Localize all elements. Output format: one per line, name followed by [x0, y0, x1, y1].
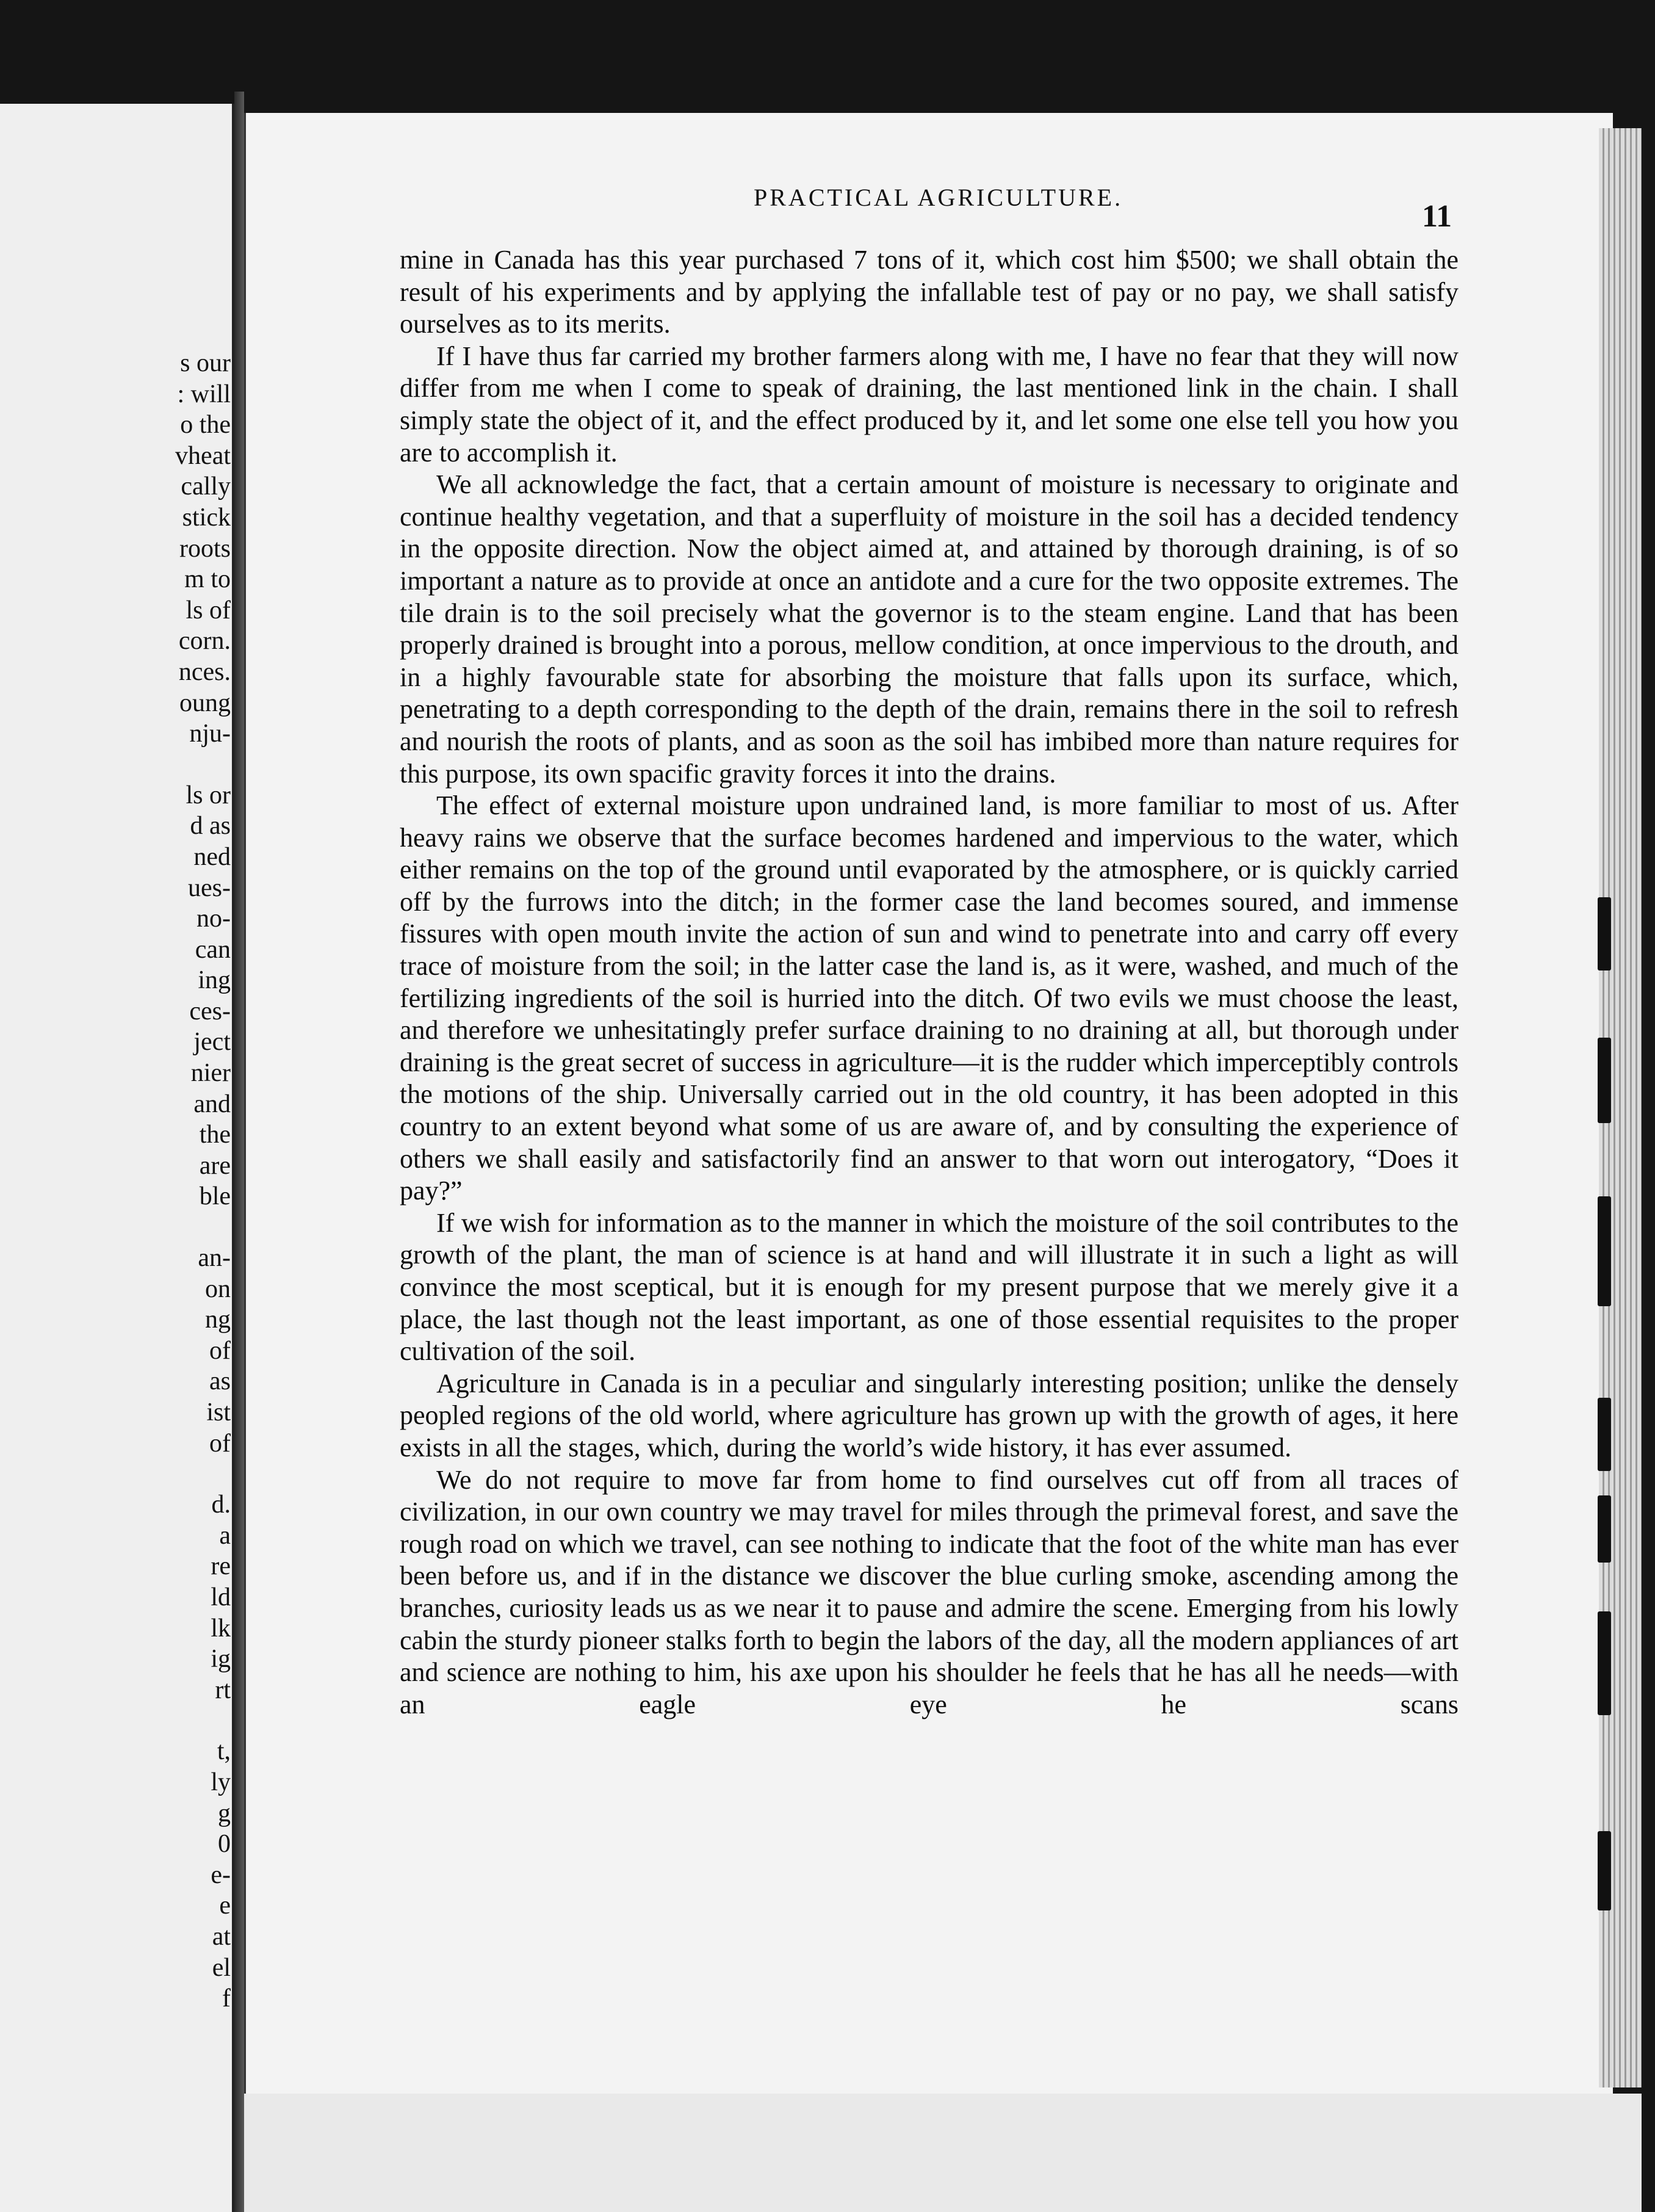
left-page-fragment: lk [211, 1614, 231, 1643]
edge-ink-mark [1598, 1196, 1611, 1306]
left-page-fragment: of [209, 1429, 231, 1458]
left-page-fragment: : will [177, 380, 231, 408]
left-page-fragment: ned [193, 842, 231, 871]
left-page-fragment: ig [211, 1645, 231, 1674]
left-page-fragment: t, [217, 1737, 231, 1766]
left-page-fragment: stick [182, 503, 231, 532]
left-page-fragment: ls of [186, 596, 231, 624]
left-page-fragment: ly [211, 1768, 231, 1796]
left-page-fragment: e [219, 1892, 231, 1920]
left-page-fragment: ls or [186, 781, 231, 809]
left-page-fragment: rt [215, 1675, 231, 1704]
left-page-fragment: g [218, 1799, 231, 1827]
left-page-fragment: a [219, 1521, 231, 1550]
left-page-fragment: the [199, 1121, 231, 1149]
left-page-fragment: corn. [178, 627, 231, 656]
left-page-fragment: 0 [218, 1830, 231, 1859]
left-page-fragment: as [209, 1367, 231, 1396]
left-page-fragment: d. [211, 1491, 231, 1519]
body-text [400, 244, 1458, 1721]
left-page-fragment: no- [197, 905, 231, 933]
edge-ink-mark [1598, 1038, 1611, 1123]
left-page-fragment: f [222, 1984, 231, 2013]
left-page-fragment: re [211, 1552, 231, 1581]
left-page-fragment: el [212, 1953, 231, 1982]
left-page-gap [109, 1459, 231, 1489]
left-page-fragment: o the [180, 411, 231, 439]
page-number: 11 [1422, 199, 1452, 234]
left-page-fragment: ues- [188, 873, 231, 902]
left-page-fragment: on [205, 1274, 231, 1303]
left-page-fragment: oung [179, 689, 231, 717]
edge-ink-mark [1598, 897, 1611, 970]
edge-ink-mark [1598, 1611, 1611, 1715]
book-gutter [234, 92, 244, 2212]
left-page-gap [109, 1212, 231, 1243]
left-page-text-fragments [109, 348, 231, 2014]
left-page-fragment: s our [180, 349, 231, 377]
left-page-fragment: are [199, 1151, 231, 1180]
left-page-fragment: at [212, 1922, 231, 1951]
left-page-fragment: an- [198, 1244, 231, 1273]
left-page-fragment: ing [198, 966, 231, 995]
page-bottom-margin [244, 2094, 1642, 2212]
left-page-fragment: roots [179, 534, 231, 563]
left-page-fragment: cally [181, 472, 231, 501]
edge-ink-mark [1598, 1495, 1611, 1563]
paragraph: Agriculture in Canada is in a peculiar and singularly interesting position; unlike the densely peopled regions of the old world, where agriculture has grown up with the growth of ages, it here exists in all the stages, which, during the world’s wide history, it has ever assumed. [400, 1368, 1458, 1462]
left-page-fragment: ject [193, 1028, 231, 1057]
left-page-fragment: nju- [189, 720, 231, 748]
left-page-fragment: e- [211, 1860, 231, 1889]
left-page-fragment: can [195, 935, 231, 964]
left-page-gap [109, 750, 231, 780]
paragraph: We do not require to move far from home to find ourselves cut off from all traces of civilization, in our own country we may travel for miles through the primeval forest, and save the rough road on which we travel, can see nothing to indicate that the foot of the white man has ever been before us, and if in the distance we discover the blue curling smoke, ascending among the branches, curiosity leads us as we near it to pause and admire the scene. Emerging from his lowly cabin the sturdy pioneer stalks forth to begin the labors of the day, all the modern appliances of art and science are nothing to him, his axe upon his shoulder he feels that he has all he needs—with an eagle eye he scans [400, 1464, 1458, 1719]
running-head: PRACTICAL AGRICULTURE. [754, 184, 1123, 211]
left-page-fragment: d as [190, 812, 231, 840]
left-page-fragment: nces. [178, 657, 231, 686]
paragraph: If I have thus far carried my brother farmers along with me, I have no fear that they will now differ from me when I come to speak of draining, the last mentioned link in the chain. I shall simply state the object of it, and the effect produced by it, and let some one else tell you how you are to accomplish it. [400, 341, 1458, 468]
left-page [0, 104, 234, 2212]
left-page-fragment: vheat [175, 441, 231, 470]
edge-ink-mark [1598, 1398, 1611, 1471]
left-page-fragment: of [209, 1336, 231, 1365]
left-page-gap [109, 1705, 231, 1736]
left-page-fragment: ld [211, 1583, 231, 1611]
paragraph: The effect of external moisture upon undrained land, is more familiar to most of us. After heavy rains we observe that the surface becomes hardened and impervious to the water, which either remains on the top of the ground until evaporated by the atmosphere, or is quickly carried off by the furrows into the ditch; in the former case the land becomes soured, and immense fissures with open mouth invite the action of sun and wind to penetrate into and carry off every trace of moisture from the soil; in the latter case the land is, as it were, washed, and much of the fertilizing ingredients of the soil is hurried into the ditch. Of two evils we must choose the least, and therefore we unhesitatingly prefer surface draining to no draining at all, but thorough under draining is the great secret of success in agriculture—it is the rudder which imperceptibly controls the motions of the ship. Universally carried out in the old country, it has been adopted in this country to an extent beyond what some of us are aware of, and by consulting the experience of others we shall easily and satisfactorily find an answer to that worn out interogatory, “Does it pay?” [400, 790, 1458, 1206]
paragraph: If we wish for information as to the manner in which the moisture of the soil contributes to the growth of the plant, the man of science is at hand and will illustrate it in such a light as will convince the most sceptical, but it is enough for my present purpose that we merely give it a place, the last though not the least important, as one of those essential requisites to the proper cultivation of the soil. [400, 1207, 1458, 1367]
paragraph: We all acknowledge the fact, that a certain amount of moisture is necessary to originate and continue healthy vegetation, and that a superfluity of moisture in the soil has a decided tendency in the opposite direction. Now the object aimed at, and attained by thorough draining, is of so important a nature as to provide at once an antidote and a cure for the two opposite extremes. The tile drain is to the soil precisely what the governor is to the steam engine. Land that has been properly drained is brought into a porous, mellow condition, at once impervious to the drouth, and in a highly favourable state for absorbing the moisture that falls upon its surface, which, penetrating to a depth corresponding to the depth of the drain, remains there in the soil to refresh and nourish the roots of plants, and as soon as the soil has imbibed more than nature requires for this purpose, its own spacific gravity forces it into the drains. [400, 469, 1458, 789]
left-page-fragment: and [193, 1090, 231, 1118]
left-page-fragment: nier [190, 1059, 231, 1088]
left-page-fragment: m to [184, 565, 231, 594]
paragraph: mine in Canada has this year purchased 7 tons of it, which cost him $500; we shall obtain the result of his experiments and by applying the infallable test of pay or no pay, we shall satisfy ourselves as to its merits. [400, 245, 1458, 339]
edge-ink-mark [1598, 1831, 1611, 1910]
left-page-fragment: ble [199, 1182, 231, 1211]
left-page-fragment: ces- [189, 997, 231, 1025]
left-page-fragment: ng [205, 1306, 231, 1334]
left-page-fragment: ist [206, 1398, 231, 1426]
